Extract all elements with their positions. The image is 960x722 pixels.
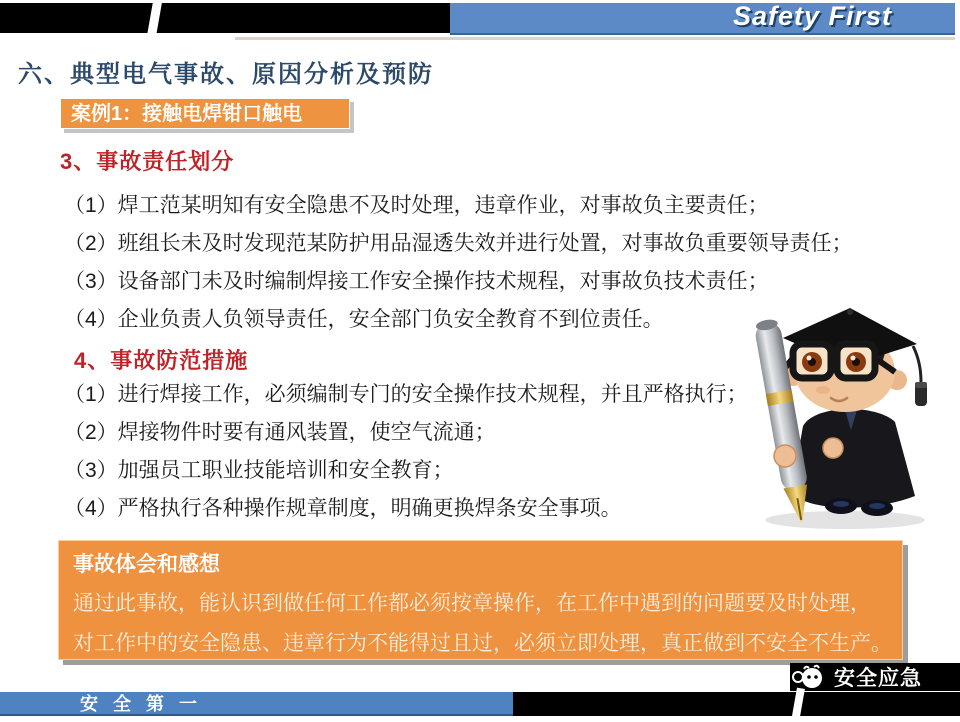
summary-line: 通过此事故，能认识到做任何工作都必须按章操作，在工作中遇到的问题要及时处理， [73, 592, 871, 615]
summary-title: 事故体会和感想 [73, 553, 220, 576]
list-item: （2）焊接物件时要有通风装置，使空气流通； [64, 421, 496, 444]
list-item: （4）企业负责人负领导责任，安全部门负安全教育不到位责任。 [64, 308, 664, 331]
top-bar-black [0, 3, 450, 33]
case-label-box: 案例1：接触电焊钳口触电 [60, 98, 350, 129]
section-title: 六、典型电气事故、原因分析及预防 [18, 61, 434, 88]
heading-prevention: 4、事故防范措施 [74, 348, 249, 373]
prevention-list [64, 376, 748, 528]
footer-slogan: 安 全 第 一 [80, 694, 203, 714]
list-item: （1）焊工范某明知有安全隐患不及时处理，违章作业，对事故负主要责任； [64, 194, 769, 217]
mascot-logo-text: 安全应急 [834, 667, 922, 690]
list-item: （4）严格执行各种操作规章制度，明确更换焊条安全事项。 [64, 497, 622, 520]
footer-bar-blue [0, 692, 513, 716]
heading-responsibility: 3、事故责任划分 [60, 149, 235, 174]
list-item: （3）设备部门未及时编制焊接工作安全操作技术规程，对事故负技术责任； [64, 270, 769, 293]
summary-line: 对工作中的安全隐患、违章行为不能得过且过，必须立即处理，真正做到不安全不生产。 [73, 632, 892, 655]
summary-box [58, 540, 903, 660]
responsibility-list [64, 187, 853, 339]
banner-title: Safety First [732, 1, 892, 31]
footer-bar-black [513, 692, 960, 716]
graduate-illustration [745, 298, 940, 533]
top-bar-shadow [235, 37, 955, 40]
mascot-logo-box [790, 663, 960, 691]
list-item: （2）班组长未及时发现范某防护用品湿透失效并进行处置，对事故负重要领导责任； [64, 232, 853, 255]
list-item: （1）进行焊接工作，必须编制专门的安全操作技术规程，并且严格执行； [64, 383, 748, 406]
list-item: （3）加强员工职业技能培训和安全教育； [64, 459, 454, 482]
gown [791, 409, 915, 508]
